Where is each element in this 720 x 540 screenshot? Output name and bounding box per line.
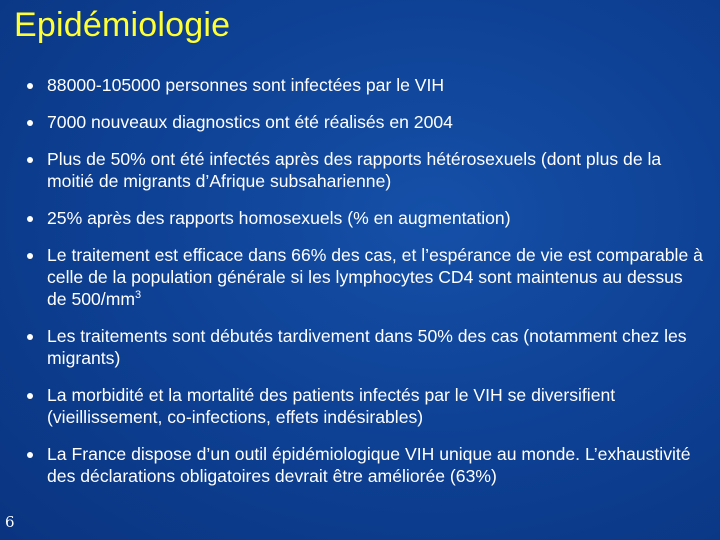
bullet-dot-icon <box>27 452 33 458</box>
bullet-item <box>26 74 706 96</box>
bullet-text-with-superscript <box>47 244 706 310</box>
bullet-item <box>26 244 706 310</box>
bullet-item <box>26 148 706 192</box>
bullet-text: 25% après des rapports homosexuels (% en augmentation) <box>47 208 511 228</box>
bullet-dot-icon <box>27 334 33 340</box>
bullet-dot-icon <box>27 393 33 399</box>
bullet-item <box>26 207 706 229</box>
bullet-item <box>26 325 706 369</box>
bullet-dot-icon <box>27 157 33 163</box>
bullet-dot-icon <box>27 253 33 259</box>
bullet-text: 88000-105000 personnes sont infectées par le VIH <box>47 75 445 95</box>
bullet-dot-icon <box>27 120 33 126</box>
bullet-text: Le traitement est efficace dans 66% des cas, et l’espérance de vie est comparable à celle de la population générale si les lymphocytes CD4 sont maintenus au dessus de 500/mm <box>47 245 703 309</box>
bullet-text: 7000 nouveaux diagnostics ont été réalisés en 2004 <box>47 112 453 132</box>
slide-number: 6 <box>5 513 15 531</box>
bullet-text: Plus de 50% ont été infectés après des rapports hétérosexuels (dont plus de la moitié de migrants d’Afrique subsaharienne) <box>47 149 662 191</box>
bullet-dot-icon <box>27 83 33 89</box>
bullet-item <box>26 111 706 133</box>
superscript: 3 <box>135 289 142 302</box>
bullet-text: La France dispose d’un outil épidémiologique VIH unique au monde. L’exhaustivité des déclarations obligatoires devrait être améliorée (63%) <box>47 444 691 486</box>
bullet-text: Les traitements sont débutés tardivement dans 50% des cas (notamment chez les migrants) <box>47 326 687 368</box>
bullet-list <box>26 74 706 502</box>
slide-title: Epidémiologie <box>14 6 231 44</box>
bullet-item <box>26 443 706 487</box>
bullet-dot-icon <box>27 216 33 222</box>
bullet-item <box>26 384 706 428</box>
bullet-text: La morbidité et la mortalité des patients infectés par le VIH se diversifient (vieillissement, co-infections, effets indésirables) <box>47 385 616 427</box>
